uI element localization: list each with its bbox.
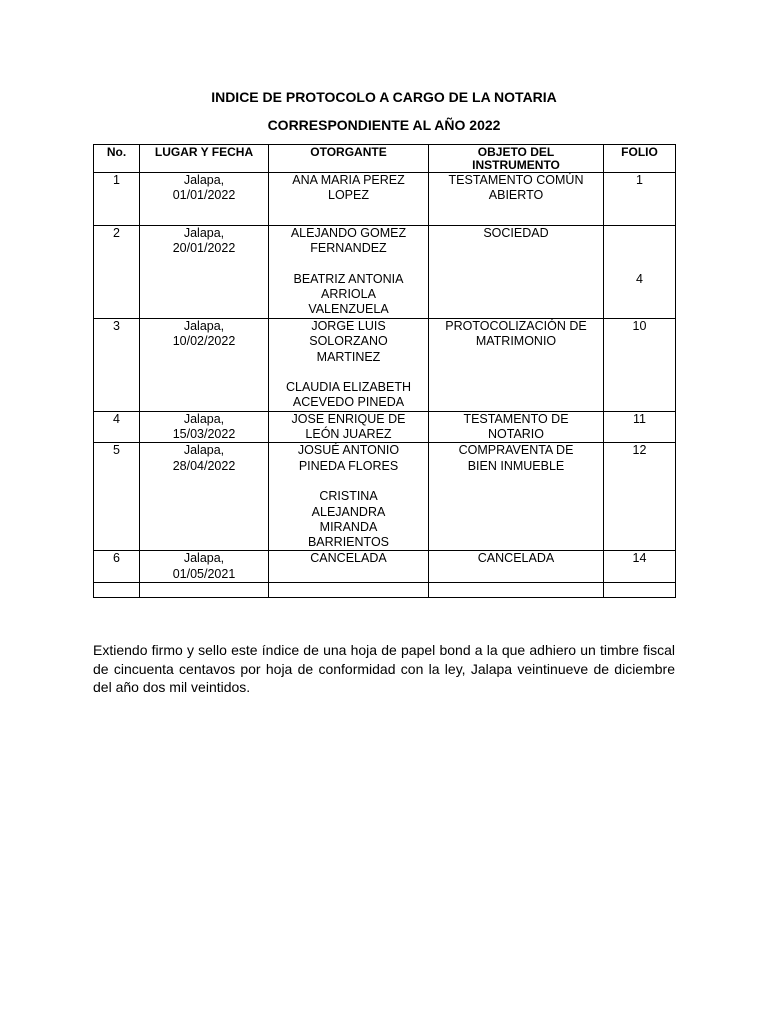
objeto-line: CANCELADA: [477, 551, 555, 566]
otorgante-line: SOLORZANO: [309, 334, 388, 349]
cell-lugar: Jalapa,: [183, 551, 225, 566]
cell-fecha: 20/01/2022: [172, 241, 236, 256]
cell-fecha: 10/02/2022: [172, 334, 236, 349]
header-otorgante: OTORGANTE: [269, 145, 429, 173]
cell-otorgante: [269, 411, 429, 443]
cell-lugar: Jalapa,: [183, 411, 225, 426]
empty-cell: [94, 583, 140, 598]
cell-lugar-fecha: [140, 551, 269, 583]
blank-line: [271, 365, 426, 380]
header-objeto: [429, 145, 604, 173]
table-row: [94, 443, 676, 551]
cell-objeto: [429, 319, 604, 412]
cell-lugar: Jalapa,: [183, 173, 225, 187]
otorgante-line: ACEVEDO PINEDA: [292, 395, 405, 410]
otorgante-line: CLAUDIA ELIZABETH: [285, 380, 412, 395]
objeto-line: TESTAMENTO COMÚN: [448, 173, 584, 187]
otorgante-line: MIRANDA: [319, 519, 378, 534]
cell-otorgante: [269, 226, 429, 319]
cell-objeto: [429, 551, 604, 583]
cell-no: 4: [94, 411, 140, 443]
otorgante-line: CANCELADA: [310, 551, 387, 566]
header-no: No.: [94, 145, 140, 173]
cell-no: 6: [94, 551, 140, 583]
objeto-line: COMPRAVENTA DE: [458, 443, 574, 458]
cell-folio: [604, 226, 676, 319]
otorgante-line: MARTINEZ: [316, 349, 381, 364]
folio-spacer: [606, 226, 673, 272]
document-subtitle: CORRESPONDIENTE AL AÑO 2022: [267, 117, 501, 133]
table-row: [94, 173, 676, 226]
cell-lugar: Jalapa,: [183, 443, 225, 458]
cell-fecha: 01/05/2021: [172, 566, 236, 581]
objeto-line: NOTARIO: [487, 427, 545, 442]
otorgante-line: FERNANDEZ: [310, 241, 387, 256]
cell-otorgante: [269, 319, 429, 412]
cell-fecha: 01/01/2022: [172, 188, 236, 203]
objeto-line: ABIERTO: [488, 188, 544, 203]
cell-fecha: 15/03/2022: [172, 427, 236, 442]
blank-line: [271, 257, 426, 272]
cell-otorgante: [269, 173, 429, 226]
cell-lugar-fecha: [140, 411, 269, 443]
protocol-index-table: [93, 144, 676, 598]
otorgante-line: BEATRIZ ANTONIA: [293, 271, 404, 286]
otorgante-line: ALEJANDO GOMEZ: [290, 226, 407, 240]
otorgante-line: LEÓN JUAREZ: [305, 427, 392, 442]
cell-lugar-fecha: [140, 226, 269, 319]
cell-no: 3: [94, 319, 140, 412]
cell-objeto: [429, 443, 604, 551]
cell-lugar: Jalapa,: [183, 226, 225, 240]
table-row: [94, 551, 676, 583]
cell-objeto: [429, 411, 604, 443]
table-header-row: [94, 145, 676, 173]
otorgante-line: JOSE ENRIQUE DE: [291, 411, 406, 426]
cell-objeto: [429, 226, 604, 319]
otorgante-line: ALEJANDRA: [311, 504, 386, 519]
empty-cell: [269, 583, 429, 598]
otorgante-line: ARRIOLA: [321, 287, 376, 302]
table-row-empty: [94, 583, 676, 598]
cell-otorgante: [269, 551, 429, 583]
objeto-line: TESTAMENTO DE: [463, 411, 569, 426]
otorgante-line: JORGE LUIS: [311, 319, 386, 333]
blank-line: [271, 474, 426, 489]
document-title: INDICE DE PROTOCOLO A CARGO DE LA NOTARIA: [211, 89, 557, 105]
cell-no: 5: [94, 443, 140, 551]
cell-folio: 10: [604, 319, 676, 412]
empty-cell: [604, 583, 676, 598]
cell-fecha: 28/04/2022: [172, 458, 236, 473]
header-objeto-line: INSTRUMENTO: [472, 158, 560, 172]
cell-lugar: Jalapa,: [183, 319, 225, 333]
objeto-line: MATRIMONIO: [475, 334, 557, 349]
cell-no: 1: [94, 173, 140, 226]
objeto-line: PROTOCOLIZACIÓN DE: [445, 319, 587, 333]
objeto-line: SOCIEDAD: [483, 226, 549, 240]
cell-folio: 14: [604, 551, 676, 583]
cell-no: 2: [94, 226, 140, 319]
cell-folio: 12: [604, 443, 676, 551]
otorgante-line: BARRIENTOS: [307, 535, 390, 550]
header-lugar-fecha: LUGAR Y FECHA: [140, 145, 269, 173]
empty-cell: [429, 583, 604, 598]
empty-cell: [140, 583, 269, 598]
otorgante-line: LOPEZ: [328, 188, 369, 203]
folio-value: 4: [636, 272, 643, 286]
table-row: [94, 411, 676, 443]
cell-lugar-fecha: [140, 319, 269, 412]
header-objeto-line: OBJETO DEL: [477, 145, 555, 159]
table-row: [94, 226, 676, 319]
cell-objeto: [429, 173, 604, 226]
closing-paragraph: Extiendo firmo y sello este índice de una hoja de papel bond a la que adhiero un timbre fiscal de cincuenta centavos por hoja de conformidad con la ley, Jalapa veintinueve de diciembre del año dos mil veintidos.: [93, 642, 675, 695]
otorgante-line: CRISTINA: [319, 489, 378, 504]
cell-folio: 11: [604, 411, 676, 443]
cell-lugar-fecha: [140, 173, 269, 226]
objeto-line: BIEN INMUEBLE: [467, 458, 565, 473]
table-row: [94, 319, 676, 412]
header-folio: FOLIO: [604, 145, 676, 173]
otorgante-line: PINEDA FLORES: [298, 458, 399, 473]
cell-folio: 1: [604, 173, 676, 226]
cell-lugar-fecha: [140, 443, 269, 551]
cell-otorgante: [269, 443, 429, 551]
otorgante-line: VALENZUELA: [308, 302, 389, 317]
otorgante-line: ANA MARIA PEREZ: [292, 173, 405, 187]
otorgante-line: JOSUÉ ANTONIO: [297, 443, 400, 458]
